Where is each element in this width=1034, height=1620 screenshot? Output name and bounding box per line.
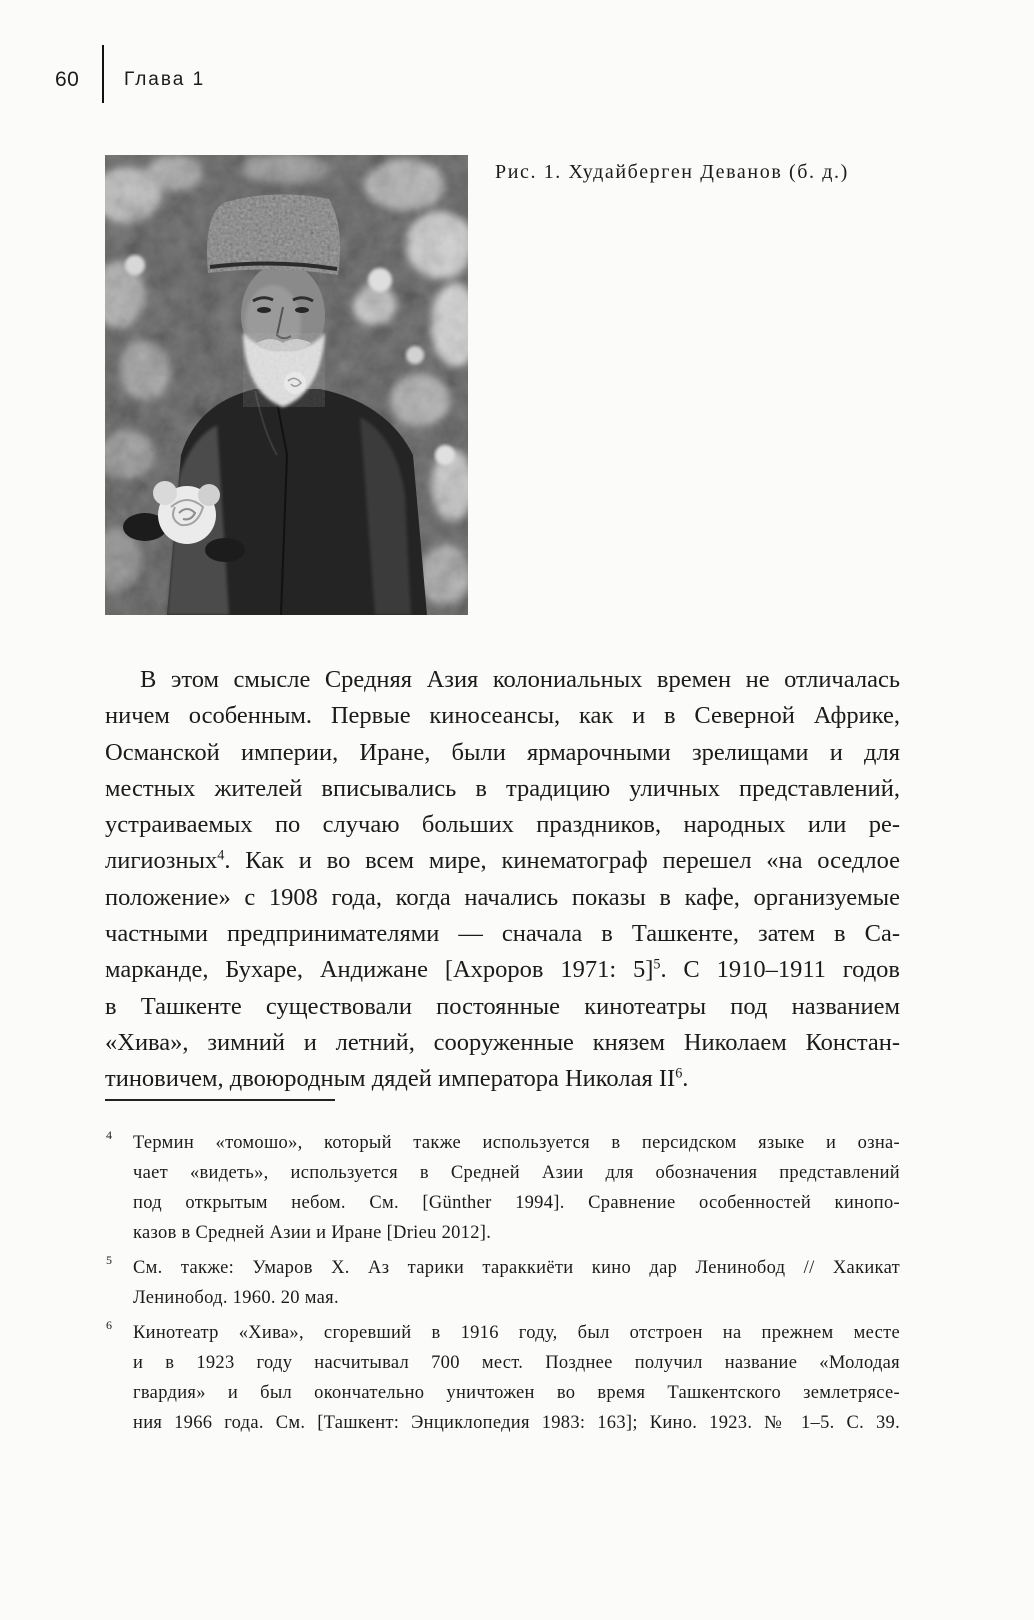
line-text: . <box>682 1065 689 1093</box>
body-text-line: положение» с 1908 года, когда начались показы в кафе, организуемые <box>105 883 900 911</box>
running-head-chapter: Глава 1 <box>124 69 206 90</box>
body-text-line: частными предпринимателями — сначала в Ташкенте, затем в Са- <box>105 920 900 948</box>
footnotes <box>105 1128 900 1443</box>
footnote-text-line: казов в Средней Азии и Иране [Drieu 2012]. <box>133 1223 492 1243</box>
line-text: . С 1910–1911 годов <box>660 956 900 984</box>
footnote-text-line: См. также: Умаров Х. Аз тарики тараккиёти кино дар Ленинобод // Хакикат <box>133 1258 900 1278</box>
body-text-line: местных жителей вписывались в традицию уличных представлений, <box>105 774 900 802</box>
beard <box>243 333 325 407</box>
body-paragraph <box>105 662 900 1098</box>
line-text: марканде, Бухаре, Андижане [Ахроров 1971: 5] <box>105 956 654 984</box>
footnote-ref: 4 <box>217 847 225 864</box>
footnote-number: 5 <box>106 1253 113 1267</box>
line-text: лигиозных <box>105 847 218 875</box>
footnote-text-line: под открытым небом. См. [Günther 1994]. Сравнение особенностей кинопо- <box>133 1193 900 1213</box>
footnote-divider <box>105 1099 335 1101</box>
body-text-line: В этом смысле Средняя Азия колониальных времен не отличалась <box>140 666 900 693</box>
footnote-text-line: Ленинобод. 1960. 20 мая. <box>133 1288 339 1308</box>
body-text-line: ничем особенным. Первые киносеансы, как и в Северной Африке, <box>105 702 900 730</box>
footnote-5 <box>105 1253 900 1313</box>
body-text-line <box>105 1061 900 1097</box>
body-text-line: устраиваемых по случаю больших праздников, народных или ре- <box>105 811 900 839</box>
header-divider <box>102 45 104 103</box>
footnote-text-line: Кинотеатр «Хива», сгоревший в 1916 году, был отстроен на прежнем месте <box>133 1323 900 1343</box>
footnote-text-line: гвардия» и был окончательно уничтожен во время Ташкентского землетрясе- <box>133 1383 900 1403</box>
figure-photo <box>105 155 468 615</box>
footnote-number: 6 <box>106 1318 113 1332</box>
body-text-line: Османской империи, Иране, были ярмарочными зрелищами и для <box>105 738 900 766</box>
body-text-line <box>105 843 900 879</box>
footnote-6 <box>105 1318 900 1438</box>
figure-caption: Рис. 1. Худайберген Деванов (б. д.) <box>495 161 849 183</box>
page-number: 60 <box>55 68 80 91</box>
body-text-line: в Ташкенте существовали постоянные кинотеатры под названием <box>105 992 900 1020</box>
footnote-text-line: чает «видеть», используется в Средней Азии для обозначения представлений <box>133 1163 900 1183</box>
line-text: тиновичем, двоюродным дядей императора Николая II <box>105 1065 676 1093</box>
footnote-text-line: и в 1923 году насчитывал 700 мест. Позднее получил название «Молодая <box>133 1353 900 1373</box>
footnote-ref: 6 <box>675 1065 683 1082</box>
portrait-photo <box>105 155 468 615</box>
footnote-ref: 5 <box>653 956 661 973</box>
footnote-number: 4 <box>106 1128 113 1142</box>
line-text: . Как и во всем мире, кинематограф перешел «на оседлое <box>224 847 900 875</box>
body-text-line: «Хива», зимний и летний, сооруженные князем Николаем Констан- <box>105 1028 900 1056</box>
footnote-text-line: ния 1966 года. См. [Ташкент: Энциклопедия 1983: 163]; Кино. 1923. № 1–5. С. 39. <box>133 1413 900 1433</box>
collar-flower <box>284 372 306 394</box>
footnote-4 <box>105 1128 900 1248</box>
body-text-line <box>105 952 900 988</box>
footnote-text-line: Термин «томошо», который также используется в персидском языке и озна- <box>133 1133 900 1153</box>
